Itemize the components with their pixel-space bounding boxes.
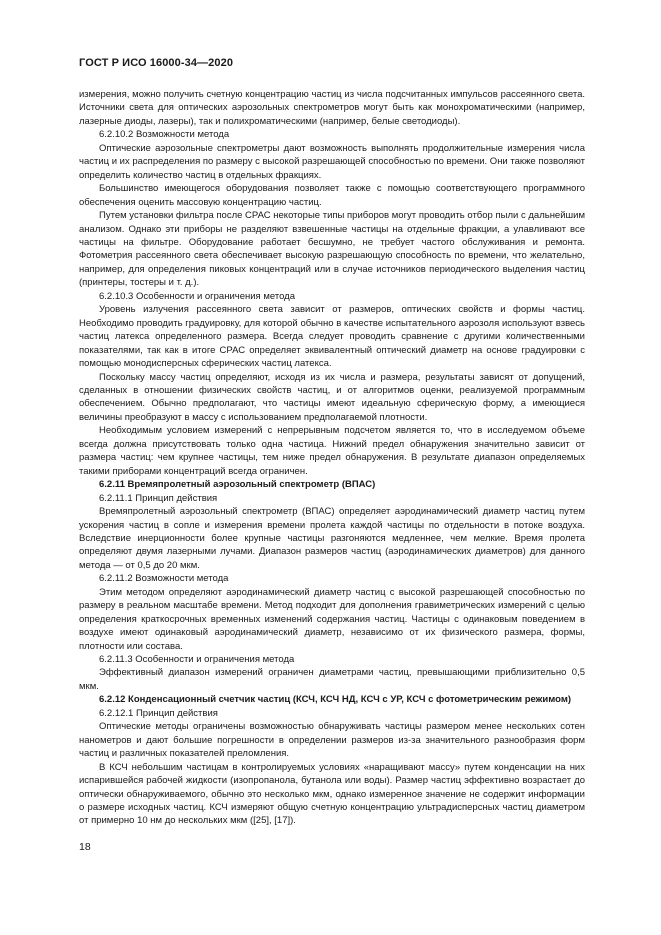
subsection-heading: 6.2.11.1 Принцип действия: [99, 492, 218, 504]
document-body: [79, 88, 585, 828]
paragraph: Времяпролетный аэрозольный спектрометр (ВПАС) определяет аэродинамический диаметр частиц путем ускорения частиц в сопле и измерения времени пролета каждой частицы по отдельности в потоке воздуха. Вследствие инерционности более крупные частицы разгоняются медленнее, чем мелкие. Время пролета определяют двумя лазерными лучами. Диапазон размеров частиц (аэродинамических диаметров) для данного метода — от 0,5 до 20 мкм.: [79, 506, 585, 571]
paragraph: Поскольку массу частиц определяют, исходя из их числа и размера, результаты зависят от допущений, сделанных в отношении физических свойств частиц, и от алгоритмов оценки, реализуемой программным обеспечением. Обычно предполагают, что частицы имеют идеальную сферическую форму, а имеющиеся величины преобразуют в массу с использованием предполагаемой плотности.: [79, 371, 585, 423]
paragraph: Эффективный диапазон измерений ограничен диаметрами частиц, превышающими приблизительно 0,5 мкм.: [79, 667, 585, 692]
section-heading: 6.2.12 Конденсационный счетчик частиц (КСЧ, КСЧ НД, КСЧ с УР, КСЧ с фотометрическим режимом): [99, 694, 572, 706]
paragraph: Уровень излучения рассеянного света зависит от размеров, оптических свойств и формы частиц. Необходимо проводить градуировку, для которой обычно в качестве испытательного аэрозоля используют взвесь частиц латекса определенного размера. Всегда следует проводить сравнение с другими количественными показателями, так как в итоге СРАС определяет эквивалентный оптический диаметр на основе градуировки с помощью монодисперсных сферических частиц латекса.: [79, 304, 585, 370]
paragraph: Оптические методы ограничены возможностью обнаруживать частицы размером менее нескольких сотен нанометров и дают большие погрешности в определении размеров из-за значительного разнообразия форм частиц и различных показателей преломления.: [79, 721, 585, 760]
paragraph: В КСЧ небольшим частицам в контролируемых условиях «наращивают массу» путем конденсации на них испарившейся рабочей жидкости (изопропанола, бутанола или воды). Размер частиц эффективно возрастает до оптически обнаруживаемого, обычно это несколько мкм, однако измеренное значение не содержит информации о размере исходных частиц. КСЧ измеряют общую счетную концентрацию ультрадисперсных частиц диаметром от примерно 10 нм до нескольких мкм ([25], [17]).: [79, 761, 585, 827]
section-heading: 6.2.11 Времяпролетный аэрозольный спектрометр (ВПАС): [99, 479, 376, 491]
page-number: 18: [79, 841, 91, 853]
subsection-heading: 6.2.12.1 Принцип действия: [99, 707, 218, 719]
paragraph: Путем установки фильтра после СРАС некоторые типы приборов могут проводить отбор пыли с дальнейшим анализом. Однако эти приборы не разделяют взвешенные частицы на отдельные фракции, а улавливают все частицы на фильтре. Оборудование работает бесшумно, не требует частого обслуживания и ремонта. Фотометрия рассеянного света обеспечивает высокую разрешающую способность по времени, что желательно, например, для определения пиковых концентраций или в случае источников периодического выделения частиц (принтеры, тостеры и т. д.).: [79, 210, 585, 289]
subsection-heading: 6.2.10.2 Возможности метода: [99, 129, 230, 141]
paragraph: измерения, можно получить счетную концентрацию частиц из числа подсчитанных импульсов рассеянного света. Источники света для оптических аэрозольных спектрометров могут быть как монохроматическими (например, лазерные диоды, лазеры), так и полихроматическими (например, белые светодиоды).: [79, 89, 585, 127]
standard-header: ГОСТ Р ИСО 16000-34—2020: [79, 57, 234, 69]
subsection-heading: 6.2.10.3 Особенности и ограничения метода: [99, 290, 295, 302]
paragraph: Необходимым условием измерений с непрерывным подсчетом является то, что в исследуемом объеме всегда должна присутствовать только одна частица. Нижний предел обнаружения значительно зависит от размера частиц: чем крупнее частицы, тем ниже предел обнаружения. В результате диапазон определяемых такими приборами концентраций всегда ограничен.: [79, 425, 585, 477]
subsection-heading: 6.2.11.3 Особенности и ограничения метода: [99, 654, 295, 666]
paragraph: Большинство имеющегося оборудования позволяет также с помощью соответствующего программного обеспечения оценить массовую концентрацию частиц.: [79, 183, 585, 208]
subsection-heading: 6.2.11.2 Возможности метода: [99, 573, 229, 585]
paragraph: Оптические аэрозольные спектрометры дают возможность выполнять продолжительные измерения числа частиц и их распределения по размеру с высокой разрешающей способностью по времени. Они также позволяют определить количество частиц в отдельных фракциях.: [79, 142, 585, 181]
paragraph: Этим методом определяют аэродинамический диаметр частиц с высокой разрешающей способностью по размеру в реальном масштабе времени. Метод подходит для дополнения гравиметрических измерений с целью определения краткосрочных временных изменений содержания частиц. Частицы с одинаковым поведением в воздухе имеют одинаковый аэродинамический диаметр, независимо от их физического размера, формы, плотности или состава.: [79, 586, 585, 652]
